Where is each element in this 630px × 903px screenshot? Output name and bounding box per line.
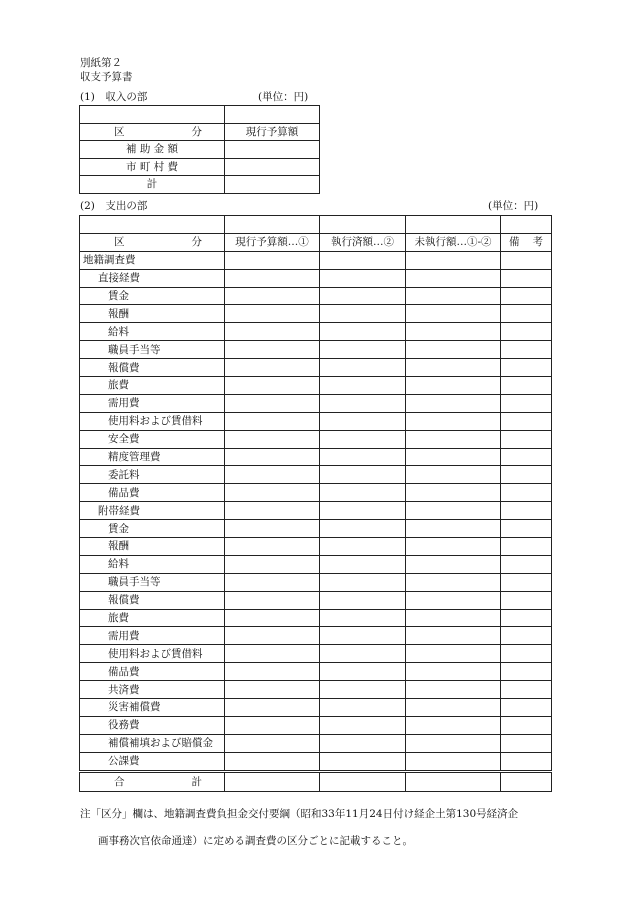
- expense-row-budget[interactable]: [225, 466, 320, 484]
- expense-row-label: 給料: [80, 323, 225, 341]
- expense-row-remarks[interactable]: [501, 609, 552, 627]
- expense-row-label: 賃金: [80, 520, 225, 538]
- expense-row-label: 共済費: [80, 681, 225, 699]
- note-line-2: 画事務次官依命通達）に定める調査費の区分ごとに記載すること。: [98, 835, 413, 847]
- expense-row-executed[interactable]: [320, 484, 406, 502]
- expense-table: [79, 215, 552, 792]
- expense-row-unexecuted[interactable]: [406, 359, 501, 377]
- expense-row-executed[interactable]: [320, 699, 406, 717]
- expense-row-executed[interactable]: [320, 305, 406, 323]
- expense-row-executed[interactable]: [320, 466, 406, 484]
- expense-row-unexecuted[interactable]: [406, 484, 501, 502]
- income-row-value[interactable]: [225, 141, 320, 159]
- expense-row-executed[interactable]: [320, 752, 406, 771]
- expense-row-unexecuted[interactable]: [406, 305, 501, 323]
- expense-row-budget[interactable]: [225, 716, 320, 734]
- expense-row-unexecuted[interactable]: [406, 502, 501, 520]
- expense-row-remarks[interactable]: [501, 412, 552, 430]
- expense-row-label: 報酬: [80, 305, 225, 323]
- expense-row-budget[interactable]: [225, 591, 320, 609]
- expense-row-unexecuted[interactable]: [406, 681, 501, 699]
- income-row-value[interactable]: [225, 158, 320, 176]
- expense-row-executed[interactable]: [320, 341, 406, 359]
- expense-row-remarks[interactable]: [501, 430, 552, 448]
- expense-row: [80, 716, 552, 734]
- expense-row-label: 給料: [80, 555, 225, 573]
- expense-row-remarks[interactable]: [501, 663, 552, 681]
- expense-row-budget[interactable]: [225, 734, 320, 752]
- expense-row-budget[interactable]: [225, 627, 320, 645]
- expense-row: [80, 484, 552, 502]
- expense-row-budget[interactable]: [225, 555, 320, 573]
- expense-row: [80, 555, 552, 573]
- expense-row-unexecuted[interactable]: [406, 323, 501, 341]
- expense-row-unexecuted[interactable]: [406, 573, 501, 591]
- expense-row-unexecuted[interactable]: [406, 591, 501, 609]
- expense-row-remarks[interactable]: [501, 699, 552, 717]
- expense-row-label: 使用料および賃借料: [80, 412, 225, 430]
- income-unit-label: (単位：円): [258, 91, 309, 103]
- expense-section-label: (2) 支出の部: [80, 200, 148, 212]
- expense-row-remarks[interactable]: [501, 645, 552, 663]
- expense-row-budget[interactable]: [225, 251, 320, 269]
- expense-header-budget: 現行予算額…①: [225, 233, 320, 251]
- expense-row-label: 需用費: [80, 394, 225, 412]
- expense-row-remarks[interactable]: [501, 394, 552, 412]
- income-header-category: 区 分: [80, 123, 225, 141]
- expense-row-label: 地籍調査費: [80, 251, 225, 269]
- expense-row-unexecuted[interactable]: [406, 412, 501, 430]
- expense-row-remarks[interactable]: [501, 341, 552, 359]
- expense-row-unexecuted[interactable]: [406, 377, 501, 395]
- expense-row-unexecuted[interactable]: [406, 341, 501, 359]
- expense-row-label: 職員手当等: [80, 341, 225, 359]
- expense-row-label: 報償費: [80, 591, 225, 609]
- expense-row: [80, 734, 552, 752]
- expense-row: [80, 269, 552, 287]
- expense-row-executed[interactable]: [320, 609, 406, 627]
- expense-row-executed[interactable]: [320, 502, 406, 520]
- expense-row-budget[interactable]: [225, 448, 320, 466]
- expense-row: [80, 287, 552, 305]
- expense-row-budget[interactable]: [225, 377, 320, 395]
- expense-row: [80, 341, 552, 359]
- expense-row-executed[interactable]: [320, 734, 406, 752]
- expense-row-executed[interactable]: [320, 377, 406, 395]
- expense-row-remarks[interactable]: [501, 591, 552, 609]
- expense-row-label: 旅費: [80, 609, 225, 627]
- expense-row-budget[interactable]: [225, 502, 320, 520]
- attachment-label: 別紙第２: [80, 57, 122, 69]
- expense-total-budget[interactable]: [225, 771, 320, 791]
- expense-row: [80, 538, 552, 556]
- expense-row-remarks[interactable]: [501, 681, 552, 699]
- expense-row-executed[interactable]: [320, 681, 406, 699]
- expense-row-label: 直接経費: [80, 269, 225, 287]
- expense-row-label: 報償費: [80, 359, 225, 377]
- expense-row-label: 備品費: [80, 484, 225, 502]
- expense-row-executed[interactable]: [320, 520, 406, 538]
- expense-row-unexecuted[interactable]: [406, 663, 501, 681]
- expense-row: [80, 377, 552, 395]
- expense-row-budget[interactable]: [225, 269, 320, 287]
- expense-row-unexecuted[interactable]: [406, 430, 501, 448]
- expense-row-executed[interactable]: [320, 323, 406, 341]
- expense-row-unexecuted[interactable]: [406, 448, 501, 466]
- expense-row-budget[interactable]: [225, 323, 320, 341]
- expense-header-unexecuted: 未執行額…①-②: [406, 233, 501, 251]
- expense-header-remarks: 備 考: [501, 233, 552, 251]
- expense-row-remarks[interactable]: [501, 734, 552, 752]
- expense-row-executed[interactable]: [320, 716, 406, 734]
- income-total-row: [80, 176, 320, 194]
- expense-row-executed[interactable]: [320, 287, 406, 305]
- expense-row-label: 役務費: [80, 716, 225, 734]
- expense-row: [80, 359, 552, 377]
- expense-row-label: 旅費: [80, 377, 225, 395]
- expense-row-remarks[interactable]: [501, 466, 552, 484]
- expense-row-unexecuted[interactable]: [406, 466, 501, 484]
- expense-row-executed[interactable]: [320, 394, 406, 412]
- expense-row-label: 補償補填および賠償金: [80, 734, 225, 752]
- expense-row: [80, 699, 552, 717]
- expense-row-budget[interactable]: [225, 645, 320, 663]
- expense-row: [80, 609, 552, 627]
- income-section-label: (1) 収入の部: [80, 91, 148, 103]
- expense-unit-label: (単位：円): [488, 200, 539, 212]
- expense-row: [80, 645, 552, 663]
- expense-total-executed[interactable]: [320, 771, 406, 791]
- expense-row-budget[interactable]: [225, 538, 320, 556]
- expense-row-budget[interactable]: [225, 430, 320, 448]
- expense-row: [80, 466, 552, 484]
- expense-row-remarks[interactable]: [501, 448, 552, 466]
- expense-row-executed[interactable]: [320, 251, 406, 269]
- expense-row-unexecuted[interactable]: [406, 627, 501, 645]
- expense-row-budget[interactable]: [225, 394, 320, 412]
- expense-row-executed[interactable]: [320, 448, 406, 466]
- expense-row-remarks[interactable]: [501, 520, 552, 538]
- expense-row-budget[interactable]: [225, 341, 320, 359]
- note-line-1: 注「区分」欄は、地籍調査費負担金交付要綱（昭和33年11月24日付け経企土第130号経済企: [80, 808, 519, 820]
- expense-header-category: 区 分: [80, 233, 225, 251]
- expense-row-unexecuted[interactable]: [406, 609, 501, 627]
- expense-row-unexecuted[interactable]: [406, 734, 501, 752]
- expense-row-label: 災害補償費: [80, 699, 225, 717]
- expense-row-unexecuted[interactable]: [406, 251, 501, 269]
- income-row: [80, 158, 320, 176]
- document-title: 収支予算書: [80, 71, 133, 83]
- expense-row-remarks[interactable]: [501, 716, 552, 734]
- expense-row-remarks[interactable]: [501, 323, 552, 341]
- expense-row: [80, 251, 552, 269]
- expense-row-remarks[interactable]: [501, 752, 552, 771]
- expense-row-remarks[interactable]: [501, 359, 552, 377]
- expense-row-remarks[interactable]: [501, 484, 552, 502]
- expense-row-executed[interactable]: [320, 538, 406, 556]
- expense-row-executed[interactable]: [320, 269, 406, 287]
- expense-row-budget[interactable]: [225, 752, 320, 771]
- expense-row: [80, 520, 552, 538]
- expense-row-executed[interactable]: [320, 430, 406, 448]
- expense-row-unexecuted[interactable]: [406, 555, 501, 573]
- expense-row: [80, 752, 552, 771]
- expense-row-remarks[interactable]: [501, 573, 552, 591]
- expense-row: [80, 305, 552, 323]
- expense-row-budget[interactable]: [225, 412, 320, 430]
- expense-row-executed[interactable]: [320, 412, 406, 430]
- expense-row-label: 委託料: [80, 466, 225, 484]
- expense-row-unexecuted[interactable]: [406, 699, 501, 717]
- expense-total-label: 合 計: [80, 771, 225, 791]
- expense-total-unexecuted[interactable]: [406, 771, 501, 791]
- expense-row-remarks[interactable]: [501, 251, 552, 269]
- expense-row-label: 需用費: [80, 627, 225, 645]
- expense-row-budget[interactable]: [225, 305, 320, 323]
- expense-row: [80, 323, 552, 341]
- expense-row-unexecuted[interactable]: [406, 520, 501, 538]
- expense-row-budget[interactable]: [225, 681, 320, 699]
- income-header-row: [80, 123, 320, 141]
- expense-row: [80, 663, 552, 681]
- expense-row-label: 安全費: [80, 430, 225, 448]
- expense-row-unexecuted[interactable]: [406, 752, 501, 771]
- expense-row-label: 備品費: [80, 663, 225, 681]
- expense-row-label: 賃金: [80, 287, 225, 305]
- income-header-budget: 現行予算額: [225, 123, 320, 141]
- expense-row: [80, 502, 552, 520]
- income-row: [80, 141, 320, 159]
- expense-row-executed[interactable]: [320, 663, 406, 681]
- income-row-label: 市 町 村 費: [80, 158, 225, 176]
- expense-row-remarks[interactable]: [501, 538, 552, 556]
- expense-row-unexecuted[interactable]: [406, 269, 501, 287]
- expense-row-executed[interactable]: [320, 359, 406, 377]
- expense-row: [80, 591, 552, 609]
- expense-row: [80, 573, 552, 591]
- expense-row-budget[interactable]: [225, 287, 320, 305]
- expense-row: [80, 412, 552, 430]
- expense-row-executed[interactable]: [320, 555, 406, 573]
- expense-row: [80, 430, 552, 448]
- expense-row-unexecuted[interactable]: [406, 394, 501, 412]
- expense-row-remarks[interactable]: [501, 287, 552, 305]
- expense-row-label: 使用料および賃借料: [80, 645, 225, 663]
- expense-row-executed[interactable]: [320, 573, 406, 591]
- expense-row-remarks[interactable]: [501, 502, 552, 520]
- expense-row-label: 公課費: [80, 752, 225, 771]
- expense-row: [80, 448, 552, 466]
- expense-header-executed: 執行済額…②: [320, 233, 406, 251]
- expense-row: [80, 394, 552, 412]
- expense-row-label: 職員手当等: [80, 573, 225, 591]
- expense-row-remarks[interactable]: [501, 377, 552, 395]
- expense-row-budget[interactable]: [225, 359, 320, 377]
- expense-row-unexecuted[interactable]: [406, 645, 501, 663]
- income-table: [79, 105, 320, 194]
- expense-header-row: [80, 233, 552, 251]
- expense-total-row: [80, 771, 552, 791]
- expense-row-remarks[interactable]: [501, 555, 552, 573]
- expense-row-remarks[interactable]: [501, 305, 552, 323]
- expense-row-executed[interactable]: [320, 627, 406, 645]
- expense-total-remarks[interactable]: [501, 771, 552, 791]
- expense-body: [80, 251, 552, 771]
- expense-row-label: 報酬: [80, 538, 225, 556]
- income-total-label: 計: [80, 176, 225, 194]
- expense-row: [80, 681, 552, 699]
- expense-row-label: 精度管理費: [80, 448, 225, 466]
- expense-row-budget[interactable]: [225, 520, 320, 538]
- expense-row: [80, 627, 552, 645]
- expense-row-executed[interactable]: [320, 591, 406, 609]
- expense-row-unexecuted[interactable]: [406, 287, 501, 305]
- expense-row-budget[interactable]: [225, 663, 320, 681]
- income-row-label: 補 助 金 額: [80, 141, 225, 159]
- expense-row-label: 附帯経費: [80, 502, 225, 520]
- expense-row-remarks[interactable]: [501, 269, 552, 287]
- income-total-value[interactable]: [225, 176, 320, 194]
- expense-row-unexecuted[interactable]: [406, 716, 501, 734]
- expense-row-budget[interactable]: [225, 699, 320, 717]
- expense-row-budget[interactable]: [225, 573, 320, 591]
- expense-row-executed[interactable]: [320, 645, 406, 663]
- expense-row-remarks[interactable]: [501, 627, 552, 645]
- expense-row-budget[interactable]: [225, 484, 320, 502]
- expense-row-budget[interactable]: [225, 609, 320, 627]
- expense-row-unexecuted[interactable]: [406, 538, 501, 556]
